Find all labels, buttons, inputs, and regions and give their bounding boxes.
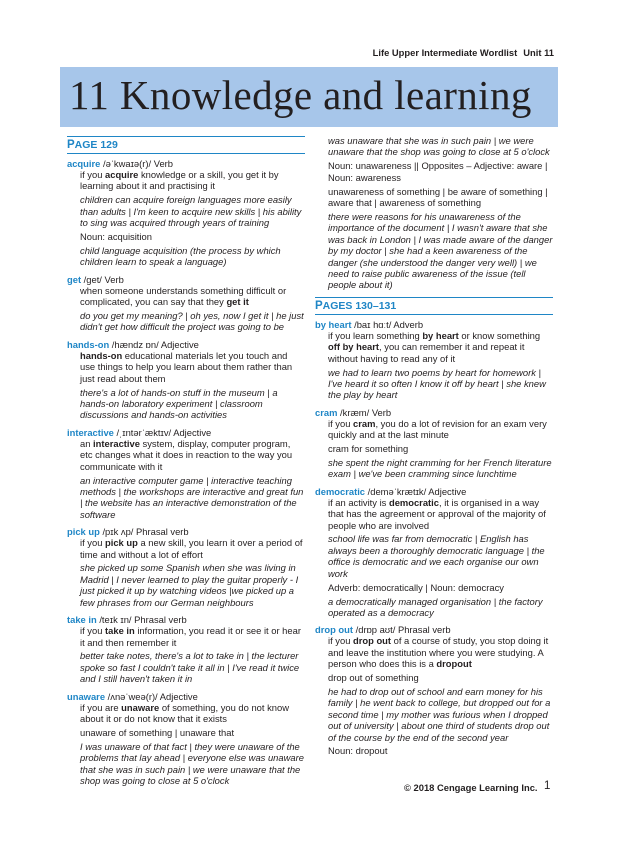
headword-line bbox=[315, 486, 553, 497]
copyright-notice: © 2018 Cengage Learning Inc. bbox=[404, 782, 538, 793]
title-banner bbox=[60, 67, 558, 127]
definition: if you are unaware of something, you do not know about it or do not know that it exists bbox=[80, 701, 289, 725]
definition: if you drop out of a course of study, you stop doing it and leave the institution where you were studying. A person who does this is a dropout bbox=[328, 635, 549, 670]
examples: an interactive computer game | interactive teaching methods | the workshops are interactive and great fun | the website has an interactive demonstration of the software bbox=[80, 474, 304, 520]
headword: democratic bbox=[315, 485, 366, 497]
part-of-speech: Adjective bbox=[428, 485, 467, 497]
headword: take in bbox=[67, 614, 97, 626]
examples: school life was far from democratic | English has always been a thoroughly democratic language | the office is democratic and we each organise our own work bbox=[328, 533, 545, 579]
definition: an interactive system, display, computer program, etc changes what it does in reaction to the way you communicate with it bbox=[80, 437, 293, 472]
examples: a democratically managed organisation | the factory operated as a democracy bbox=[328, 595, 543, 618]
part-of-speech: Adjective bbox=[173, 426, 212, 438]
headword: interactive bbox=[67, 426, 114, 438]
pronunciation: /deməˈkrætɪk/ bbox=[367, 485, 427, 497]
examples: she spent the night cramming for her French literature exam | we've been cramming since lunchtime bbox=[328, 456, 552, 480]
pronunciation: /pɪk ʌp/ bbox=[102, 526, 134, 538]
derived-forms: Noun: unawareness || Opposites – Adjective: aware | Noun: awareness bbox=[328, 160, 548, 183]
right-column bbox=[315, 135, 553, 763]
part-of-speech: Verb bbox=[104, 273, 124, 285]
pronunciation: /əˈkwaɪə(r)/ bbox=[102, 158, 152, 169]
page-number: 1 bbox=[544, 780, 551, 792]
definition: if you learn something by heart or know something off by heart, you can remember it and repeat it without having to read any of it bbox=[328, 329, 541, 364]
entry-take-in bbox=[67, 614, 305, 685]
headword-line bbox=[315, 624, 553, 635]
entry-acquire bbox=[67, 158, 305, 268]
headword: unaware bbox=[67, 690, 106, 702]
entry-unaware bbox=[67, 690, 305, 787]
page-title: 11 Knowledge and learning bbox=[69, 72, 532, 118]
definition: if you cram, you do a lot of revision for an exam very quickly and at the last minute bbox=[328, 417, 547, 441]
examples-continued: was unaware that she was in such pain | we were unaware that the shop was going to close at 5 o'clock bbox=[328, 135, 550, 158]
headword-line bbox=[315, 319, 553, 330]
running-header bbox=[373, 47, 554, 58]
section-heading-pages-130-131: PAGES 130–131 bbox=[315, 297, 553, 315]
headword: pick up bbox=[67, 526, 100, 538]
unit-label: Unit 11 bbox=[523, 47, 554, 58]
part-of-speech: Verb bbox=[371, 406, 392, 418]
definition: if you acquire knowledge or a skill, you get it by learning about it and practising it bbox=[80, 169, 279, 192]
entry-democratic bbox=[315, 486, 553, 619]
part-of-speech: Phrasal verb bbox=[136, 526, 189, 538]
definition: if you take in information, you read it or see it or hear it and then remember it bbox=[80, 625, 301, 648]
part-of-speech: Phrasal verb bbox=[134, 614, 187, 626]
definition: if you pick up a new skill, you learn it over a period of time and without a lot of effort bbox=[80, 537, 303, 560]
headword-line bbox=[67, 614, 305, 625]
definition: when someone understands something difficult or complicated, you can say that they get it bbox=[80, 284, 287, 308]
definition: if an activity is democratic, it is organised in a way that has the agreement or approval of the majority of people who are involved bbox=[328, 496, 546, 531]
pronunciation: /hændz ɒn/ bbox=[111, 338, 159, 350]
examples: she picked up some Spanish when she was living in Madrid | I never learned to play the guitar properly - I just picked it up by watching videos |we picked up a few phrases from our German neighbours bbox=[80, 562, 299, 608]
section-heading-page-129: PAGE 129 bbox=[67, 136, 305, 154]
headword-line bbox=[67, 427, 305, 438]
pronunciation: /ˌɪntərˈæktɪv/ bbox=[116, 426, 172, 438]
part-of-speech: Adverb bbox=[393, 318, 424, 330]
examples: children can acquire foreign languages more easily than adults | I'm keen to acquire new skills | his ability to sing was acquired through years of training bbox=[80, 194, 302, 229]
entry-hands-on bbox=[67, 339, 305, 421]
derived-forms: Noun: acquisition bbox=[80, 231, 152, 243]
headword-line bbox=[67, 158, 305, 169]
entry-get bbox=[67, 274, 305, 333]
derived-forms: Adverb: democratically | Noun: democracy bbox=[328, 581, 504, 593]
headword: hands-on bbox=[67, 338, 110, 350]
examples: child language acquisition (the process by which children learn to speak a language) bbox=[80, 244, 281, 268]
entry-cram bbox=[315, 407, 553, 480]
pronunciation: /teɪk ɪn/ bbox=[99, 614, 132, 626]
headword: acquire bbox=[67, 158, 101, 169]
definition: hands-on educational materials let you touch and use things to help you learn about them rather than just read about them bbox=[80, 349, 293, 384]
examples: there were reasons for his unawareness of the importance of the document | I wasn't aware that she was back in London | I was made aware of the danger by my doctor | she had a keen awareness of the danger (she understood the danger very well) | we need to raise public awareness of the issue (tell people about it) bbox=[328, 210, 553, 291]
examples: do you get my meaning? | oh yes, now I get it | he just didn't get how difficult the project was going to be bbox=[80, 310, 304, 333]
headword-line bbox=[67, 274, 305, 285]
examples: better take notes, there's a lot to take in | the lecturer spoke so fast I couldn't take it all in | I've read it twice and I still haven't taken it in bbox=[80, 650, 300, 685]
pronunciation: /drɒp aʊt/ bbox=[355, 624, 396, 636]
pronunciation: /kræm/ bbox=[340, 406, 370, 418]
headword-line bbox=[67, 526, 305, 537]
headword: drop out bbox=[315, 624, 354, 636]
collocations: unaware of something | unaware that bbox=[80, 726, 235, 738]
part-of-speech: Adjective bbox=[160, 338, 199, 350]
headword: get bbox=[67, 273, 82, 285]
derived-forms: Noun: dropout bbox=[328, 745, 388, 757]
pronunciation: /get/ bbox=[83, 273, 102, 285]
left-column bbox=[67, 136, 305, 787]
headword-line bbox=[67, 691, 305, 702]
wordlist-title: Life Upper Intermediate Wordlist bbox=[372, 47, 518, 58]
headword: cram bbox=[315, 406, 338, 418]
examples: he had to drop out of school and earn money for his family | he went back to college, but dropped out for a second time | my mother was furious when I dropped out of university | about one third of students drop out of the course by the end of the second year bbox=[328, 685, 551, 743]
part-of-speech: Phrasal verb bbox=[397, 624, 451, 636]
headword: by heart bbox=[315, 318, 352, 330]
examples: we had to learn two poems by heart for homework | I've heard it so often I know it off by heart | she knew the play by heart bbox=[328, 366, 546, 401]
part-of-speech: Adjective bbox=[159, 690, 198, 702]
entry-drop-out bbox=[315, 624, 553, 757]
examples: there's a lot of hands-on stuff in the museum | a hands-on laboratory experiment | classroom discussions and hands-on activities bbox=[80, 386, 278, 421]
pronunciation: /ʌnəˈweə(r)/ bbox=[107, 690, 158, 702]
collocations: unawareness of something | be aware of something | aware that | awareness of something bbox=[328, 185, 548, 209]
entry-interactive bbox=[67, 427, 305, 520]
headword-line bbox=[67, 339, 305, 350]
collocations: cram for something bbox=[328, 443, 409, 455]
collocations: drop out of something bbox=[328, 672, 419, 684]
entry-pick-up bbox=[67, 526, 305, 608]
entry-unaware-continued bbox=[315, 135, 553, 291]
headword-line bbox=[315, 407, 553, 418]
examples: I was unaware of that fact | they were unaware of the problems that lay ahead | everyone else was unaware that she was in such pain | we were unaware that the shop was going to close at 5 o'clock bbox=[80, 740, 304, 787]
entry-by-heart bbox=[315, 319, 553, 401]
pronunciation: /baɪ hɑːt/ bbox=[354, 318, 392, 330]
part-of-speech: Verb bbox=[153, 158, 174, 169]
